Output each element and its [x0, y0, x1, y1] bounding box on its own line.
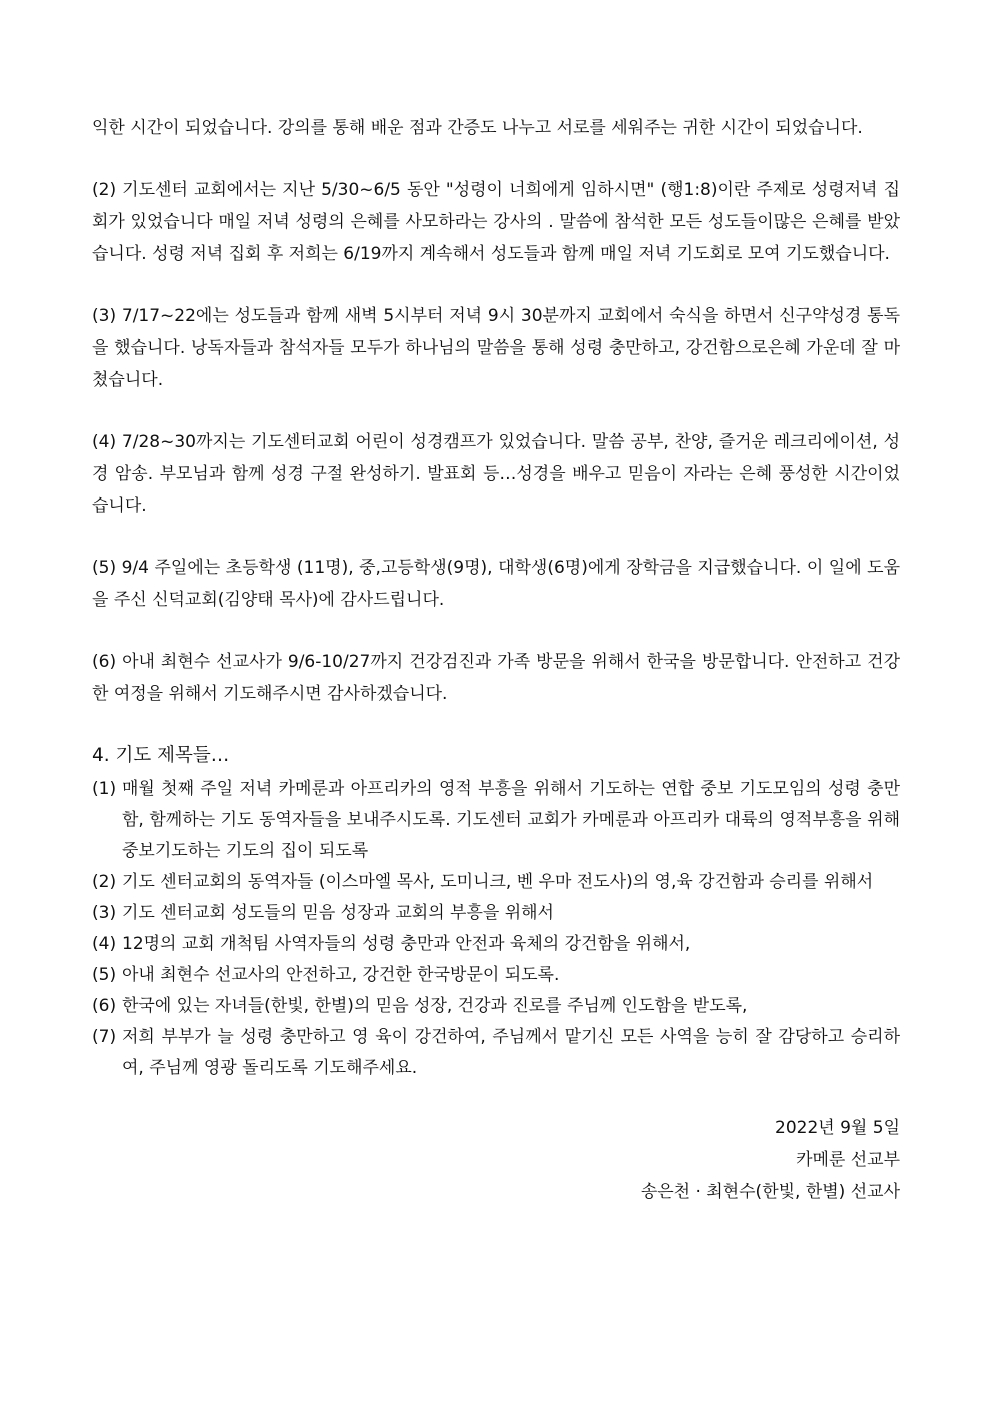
signature-names: 송은천 · 최현수(한빛, 한별) 선교사: [640, 1182, 900, 1202]
prayer-item-text: 기도 센터교회 성도들의 믿음 성장과 교회의 부흥을 위해서: [122, 903, 554, 923]
prayer-item-number: (7): [92, 1027, 117, 1047]
prayer-item-number: (2): [92, 872, 117, 892]
prayer-item-text: 12명의 교회 개척팀 사역자들의 성령 충만과 안전과 육체의 강건함을 위해서,: [122, 934, 691, 954]
prayer-item-text: 매월 첫째 주일 저녁 카메룬과 아프리카의 영적 부흥을 위해서 기도하는 연합 중보 기도모임의 성령 충만함, 함께하는 기도 동역자들을 보내주시도록. 기도센터 교회가 카메룬과 아프리카 대륙의 영적부흥을 위해 중보기도하는 기도의 집이 되도록: [122, 779, 900, 861]
prayer-item: [92, 867, 900, 898]
paragraph-item-5: (5) 9/4 주일에는 초등학생 (11명), 중,고등학생(9명), 대학생(6명)에게 장학금을 지급했습니다. 이 일에 도움을 주신 신덕교회(김양태 목사)에 감사드립니다.: [92, 558, 900, 610]
paragraph-item-6: (6) 아내 최현수 선교사가 9/6-10/27까지 건강검진과 가족 방문을 위해서 한국을 방문합니다. 안전하고 건강한 여정을 위해서 기도해주시면 감사하겠습니다.: [92, 652, 900, 704]
signature-date: 2022년 9월 5일: [775, 1118, 900, 1138]
prayer-item: [92, 774, 900, 867]
prayer-section-heading: 4. 기도 제목들…: [92, 745, 230, 766]
signature-organization: 카메룬 선교부: [796, 1150, 900, 1170]
paragraph-item-2: (2) 기도센터 교회에서는 지난 5/30~6/5 동안 "성령이 너희에게 임하시면" (행1:8)이란 주제로 성령저녁 집회가 있었습니다 매일 저녁 성령의 은혜를 사모하라는 강사의 . 말씀에 참석한 모든 성도들이많은 은혜를 받았습니다. 성령 저녁 집회 후 저희는 6/19까지 계속해서 성도들과 함께 매일 저녁 기도회로 모여 기도했습니다.: [92, 180, 900, 264]
prayer-item: [92, 929, 900, 960]
prayer-item-number: (1): [92, 779, 117, 799]
paragraph-item-3: (3) 7/17~22에는 성도들과 함께 새벽 5시부터 저녁 9시 30분까지 교회에서 숙식을 하면서 신구약성경 통독을 했습니다. 낭독자들과 참석자들 모두가 하나님의 말씀을 통해 성령 충만하고, 강건함으로은혜 가운데 잘 마쳤습니다.: [92, 306, 900, 390]
prayer-item-number: (4): [92, 934, 117, 954]
prayer-item: [92, 1022, 900, 1084]
prayer-item-text: 기도 센터교회의 동역자들 (이스마엘 목사, 도미니크, 벤 우마 전도사)의 영,육 강건함과 승리를 위해서: [122, 872, 874, 892]
prayer-item-text: 한국에 있는 자녀들(한빛, 한별)의 믿음 성장, 건강과 진로를 주님께 인도함을 받도록,: [122, 996, 748, 1016]
prayer-item-text: 저희 부부가 늘 성령 충만하고 영 육이 강건하여, 주님께서 맡기신 모든 사역을 능히 잘 감당하고 승리하여, 주님께 영광 돌리도록 기도해주세요.: [122, 1027, 900, 1078]
prayer-item: [92, 898, 900, 929]
paragraph-intro-continuation: 익한 시간이 되었습니다. 강의를 통해 배운 점과 간증도 나누고 서로를 세워주는 귀한 시간이 되었습니다.: [92, 118, 863, 138]
letter-page: [92, 112, 900, 1208]
prayer-item: [92, 960, 900, 991]
signature-block: [92, 1112, 900, 1208]
prayer-item-number: (3): [92, 903, 117, 923]
prayer-item-number: (6): [92, 996, 117, 1016]
prayer-list: [92, 774, 900, 1084]
prayer-item-number: (5): [92, 965, 117, 985]
prayer-item-text: 아내 최현수 선교사의 안전하고, 강건한 한국방문이 되도록.: [122, 965, 560, 985]
paragraph-item-4: (4) 7/28~30까지는 기도센터교회 어린이 성경캠프가 있었습니다. 말씀 공부, 찬양, 즐거운 레크리에이션, 성경 암송. 부모님과 함께 성경 구절 완성하기. 발표회 등…성경을 배우고 믿음이 자라는 은혜 풍성한 시간이었습니다.: [92, 432, 900, 516]
prayer-item: [92, 991, 900, 1022]
